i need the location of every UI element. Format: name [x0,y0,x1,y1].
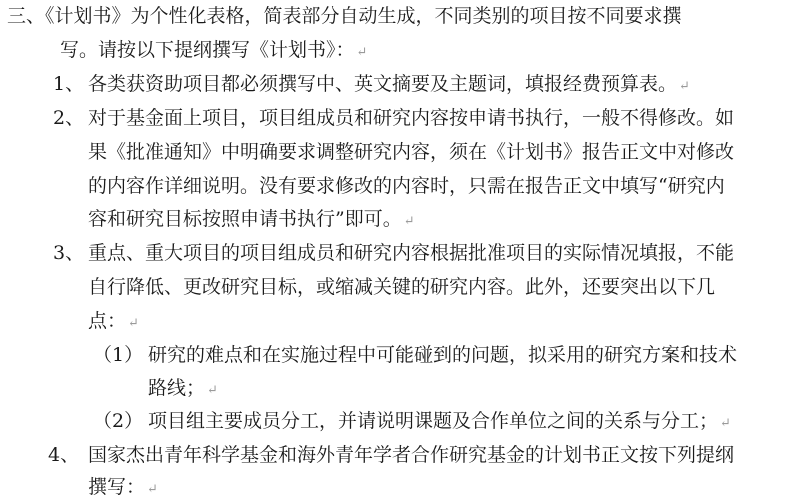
item-1-line-1: 各类获资助项目都必须撰写中、英文摘要及主题词，填报经费预算表。 ↵ [88,73,690,95]
item-2-line-2: 果《批准通知》中明确要求调整研究内容，须在《计划书》报告正文中对修改 [88,141,735,163]
paragraph-mark-icon: ↵ [356,45,368,60]
paragraph-mark-icon: ↵ [403,214,415,229]
item-3-line-3: 点： ↵ [88,310,139,332]
paragraph-mark-icon: ↵ [720,416,731,431]
paragraph-mark-icon: ↵ [679,79,690,94]
item-1-number: 1、 [53,73,85,95]
item-3-number: 3、 [53,242,85,264]
subitem-1-line-1: 研究的难点和在实施过程中可能碰到的问题，拟采用的研究方案和技术 [148,344,738,366]
item-4-number: 4、 [48,444,80,466]
subitem-2-number: （2） [93,410,144,432]
subitem-1-number: （1） [93,344,144,366]
item-2-number: 2、 [53,107,85,129]
subitem-1-line-2: 路线； ↵ [148,377,218,399]
paragraph-mark-icon: ↵ [207,383,218,398]
item-4-line-1: 国家杰出青年科学基金和海外青年学者合作研究基金的计划书正文按下列提纲 [88,444,735,466]
item-3-line-1: 重点、重大项目的项目组成员和研究内容根据批准项目的实际情况填报，不能 [88,242,735,264]
item-4-line-2: 撰写： ↵ [88,476,158,498]
section-heading-line-1: 三、《计划书》为个性化表格，简表部分自动生成，不同类别的项目按不同要求撰 [7,5,682,27]
item-2-line-1: 对于基金面上项目，项目组成员和研究内容按申请书执行，一般不得修改。如 [88,107,735,129]
section-heading-line-2: 写。请按以下提纲撰写《计划书》： ↵ [60,39,368,61]
item-3-line-2: 自行降低、更改研究目标，或缩减关键的研究内容。此外，还要突出以下几 [88,276,716,298]
paragraph-mark-icon: ↵ [128,316,139,331]
item-2-line-3: 的内容作详细说明。没有要求修改的内容时，只需在报告正文中填写“研究内 [88,175,725,197]
paragraph-mark-icon: ↵ [147,482,158,497]
item-2-line-4: 容和研究目标按照申请书执行”即可。 ↵ [88,208,415,230]
subitem-2-line-1: 项目组主要成员分工，并请说明课题及合作单位之间的关系与分工； ↵ [148,410,731,432]
